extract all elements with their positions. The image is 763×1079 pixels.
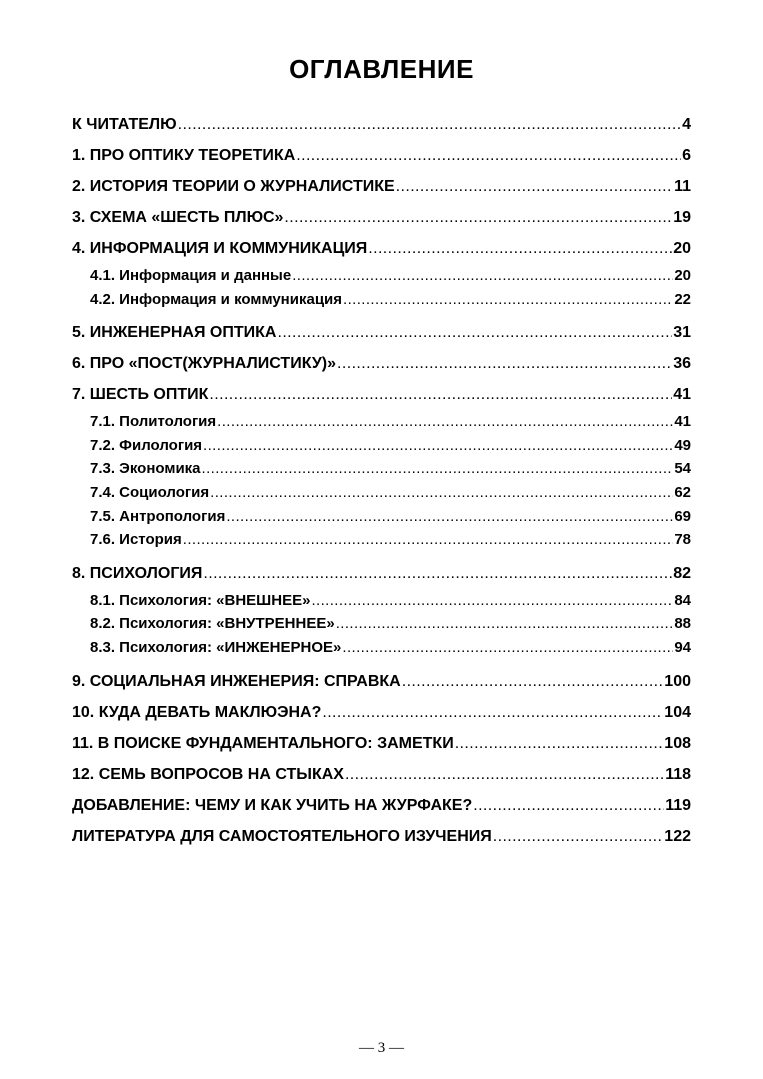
dot-leader (178, 109, 681, 140)
dot-leader (277, 317, 672, 348)
page-number: — 3 — (359, 1040, 404, 1056)
toc-entry-title: 7.6. История (90, 531, 182, 549)
dot-leader (322, 697, 663, 728)
toc-entry-title: 7.4. Социология (90, 483, 210, 501)
toc-entry[interactable] (72, 666, 691, 697)
dot-leader (202, 457, 674, 481)
toc-subentry[interactable] (72, 612, 691, 636)
toc-entry[interactable] (72, 558, 691, 589)
toc-page-number: 22 (674, 290, 691, 308)
dot-leader (396, 171, 673, 202)
toc-subentry[interactable] (72, 589, 691, 613)
dot-leader (311, 589, 673, 613)
toc-entry-title: 4.1. Информация и данные (90, 267, 292, 284)
toc-entry-title: 6. ПРО «ПОСТ(ЖУРНАЛИСТИКУ)» (72, 355, 337, 373)
toc-entry-title: 12. СЕМЬ ВОПРОСОВ НА СТЫКАХ (72, 765, 344, 783)
toc-entry-title: 7.5. Антропология (90, 507, 226, 525)
toc-subentry[interactable] (72, 410, 691, 434)
dot-leader (402, 666, 664, 697)
dot-leader (337, 348, 672, 379)
toc-entry[interactable] (72, 140, 691, 171)
toc-subentry[interactable] (72, 288, 691, 312)
toc-entry-title: 1. ПРО ОПТИКУ ТЕОРЕТИКА (72, 147, 296, 164)
page-title: ОГЛАВЛЕНИЕ (289, 54, 474, 84)
toc-page-number: 100 (664, 672, 691, 690)
toc-entry[interactable] (72, 821, 691, 852)
dot-leader (368, 233, 672, 264)
toc-entry-title: 8.2. Психология: «ВНУТРЕННЕЕ» (90, 615, 335, 633)
dot-leader (183, 528, 674, 552)
toc-page-number: 108 (664, 734, 691, 752)
toc-page-number: 6 (682, 147, 691, 164)
toc-page-number: 20 (673, 240, 691, 257)
toc-page-number: 62 (674, 483, 691, 501)
dot-leader (226, 505, 673, 529)
toc-page-number: 118 (665, 765, 691, 783)
toc-page-number: 69 (674, 507, 691, 525)
dot-leader (343, 288, 673, 312)
toc-page-number: 20 (674, 267, 691, 284)
toc-entry-title: 9. СОЦИАЛЬНАЯ ИНЖЕНЕРИЯ: СПРАВКА (72, 672, 401, 690)
toc-entry-title: 7.3. Экономика (90, 460, 201, 478)
toc-page-number: 11 (674, 178, 691, 195)
toc-subentry[interactable] (72, 264, 691, 288)
toc-entry-title: 7. ШЕСТЬ ОПТИК (72, 386, 209, 404)
toc-entry[interactable] (72, 171, 691, 202)
toc-entry-title: ЛИТЕРАТУРА ДЛЯ САМОСТОЯТЕЛЬНОГО ИЗУЧЕНИЯ (72, 827, 492, 845)
toc-entry-title: 7.2. Филология (90, 436, 203, 454)
toc-page-number: 82 (673, 564, 691, 582)
toc-entry-title: ДОБАВЛЕНИЕ: ЧЕМУ И КАК УЧИТЬ НА ЖУРФАКЕ? (72, 796, 473, 814)
toc-subentry[interactable] (72, 528, 691, 552)
toc-entry-title: 5. ИНЖЕНЕРНАЯ ОПТИКА (72, 324, 277, 342)
toc-entry-title: 8.1. Психология: «ВНЕШНЕЕ» (90, 591, 311, 609)
dot-leader (345, 759, 664, 790)
toc-entry[interactable] (72, 348, 691, 379)
dot-leader (284, 202, 672, 233)
toc-entry-title: 4.2. Информация и коммуникация (90, 290, 343, 308)
toc-page-number: 4 (682, 116, 691, 133)
toc-page-number: 122 (664, 827, 691, 845)
toc-entry-title: 10. КУДА ДЕВАТЬ МАКЛЮЭНА? (72, 703, 322, 721)
table-of-contents (72, 109, 691, 852)
toc-page-number: 49 (674, 436, 691, 454)
dot-leader (203, 558, 672, 589)
dot-leader (455, 728, 664, 759)
toc-entry-title: 7.1. Политология (90, 413, 217, 431)
toc-subentry[interactable] (72, 505, 691, 529)
dot-leader (210, 481, 673, 505)
dot-leader (342, 636, 673, 660)
toc-page-number: 94 (674, 638, 691, 656)
toc-subentry[interactable] (72, 434, 691, 458)
toc-entry[interactable] (72, 202, 691, 233)
toc-entry[interactable] (72, 759, 691, 790)
toc-page-number: 31 (673, 324, 691, 342)
toc-entry-title: 4. ИНФОРМАЦИЯ И КОММУНИКАЦИЯ (72, 240, 368, 257)
dot-leader (336, 612, 674, 636)
dot-leader (209, 379, 672, 410)
toc-entry[interactable] (72, 728, 691, 759)
toc-entry[interactable] (72, 109, 691, 140)
toc-entry-title: 8. ПСИХОЛОГИЯ (72, 564, 203, 582)
toc-page-number: 84 (674, 591, 691, 609)
toc-entry-title: 3. СХЕМА «ШЕСТЬ ПЛЮС» (72, 209, 284, 226)
dot-leader (473, 790, 664, 821)
toc-entry[interactable] (72, 317, 691, 348)
toc-entry-title: 8.3. Психология: «ИНЖЕНЕРНОЕ» (90, 638, 342, 656)
toc-page-number: 41 (674, 413, 691, 431)
toc-entry[interactable] (72, 697, 691, 728)
dot-leader (493, 821, 664, 852)
toc-page-number: 41 (673, 386, 691, 404)
toc-entry-title: К ЧИТАТЕЛЮ (72, 116, 177, 133)
dot-leader (292, 264, 673, 288)
toc-entry[interactable] (72, 379, 691, 410)
toc-entry[interactable] (72, 233, 691, 264)
toc-subentry[interactable] (72, 636, 691, 660)
toc-entry[interactable] (72, 790, 691, 821)
dot-leader (217, 410, 673, 434)
toc-page-number: 54 (674, 460, 691, 478)
toc-entry-title: 2. ИСТОРИЯ ТЕОРИИ О ЖУРНАЛИСТИКЕ (72, 178, 395, 195)
toc-page-number: 88 (674, 615, 691, 633)
toc-page-number: 19 (673, 209, 691, 226)
toc-subentry[interactable] (72, 481, 691, 505)
toc-page-number: 104 (664, 703, 691, 721)
dot-leader (296, 140, 681, 171)
toc-page-number: 36 (673, 355, 691, 373)
dot-leader (203, 434, 673, 458)
toc-subentry[interactable] (72, 457, 691, 481)
toc-page-number: 119 (665, 796, 691, 814)
toc-page-number: 78 (674, 531, 691, 549)
toc-entry-title: 11. В ПОИСКЕ ФУНДАМЕНТАЛЬНОГО: ЗАМЕТКИ (72, 734, 454, 752)
